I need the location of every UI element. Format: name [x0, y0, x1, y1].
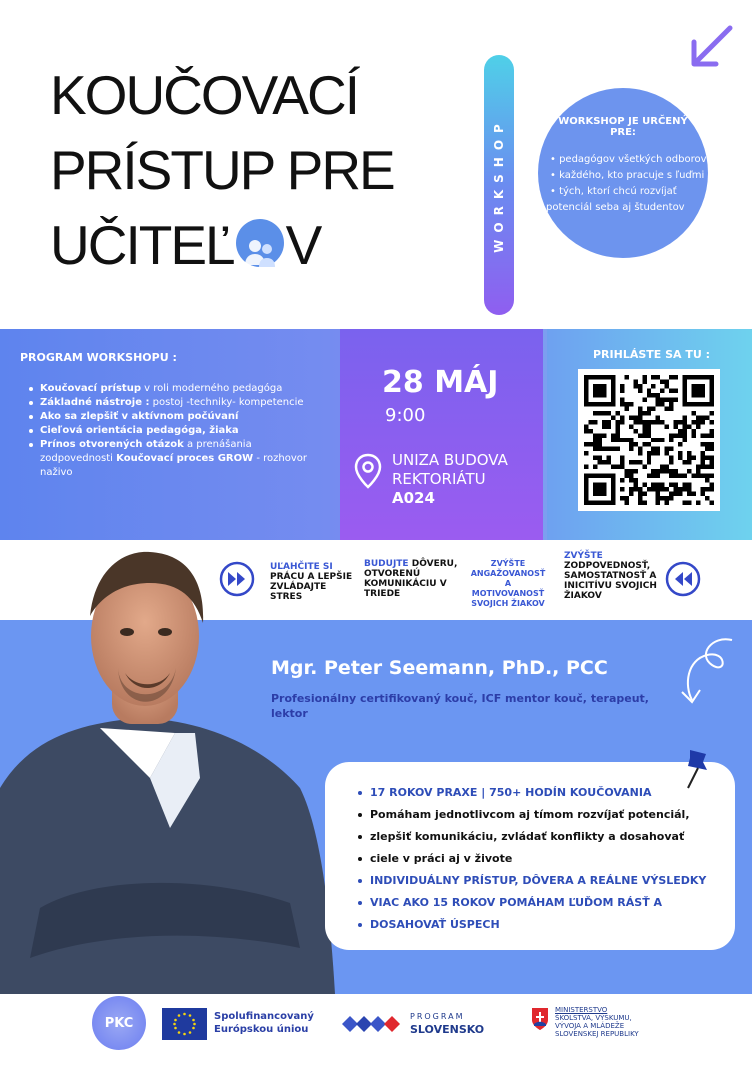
- title-line-2: PRÍSTUP PRE: [50, 139, 394, 201]
- highlight-item-cont: DOSAHOVAŤ ÚSPECH: [358, 914, 706, 936]
- arrow-down-left-icon: [686, 22, 736, 76]
- ministry-label: MINISTERSTVO ŠKOLSTVA, VÝSKUMU, VÝVOJA A MLÁDEŽE SLOVENSKEJ REPUBLIKY: [555, 1006, 639, 1038]
- register-title: PRIHLÁSTE SA TU :: [593, 348, 711, 361]
- speaker-photo: [0, 528, 340, 994]
- audience-circle: [538, 88, 708, 258]
- audience-item: • každého, kto pracuje s ľuďmi: [550, 170, 705, 181]
- event-details: [340, 329, 543, 540]
- speaker-role: Profesionálny certifikovaný kouč, ICF mentor kouč, terapeut, lektor: [271, 692, 649, 720]
- highlight-item: 17 ROKOV PRAXE | 750+ HODÍN KOUČOVANIA: [358, 782, 706, 804]
- program-item: Cieľová orientácia pedagóga, žiaka: [20, 424, 324, 438]
- slovensko-label: SLOVENSKO: [410, 1023, 485, 1036]
- program-item: Koučovací prístup v roli moderného pedagóga: [20, 382, 324, 396]
- swirl-arrow-icon: [672, 630, 744, 714]
- register-section: [547, 329, 752, 540]
- program-item: Prínos otvorených otázok a prenášania: [20, 438, 324, 452]
- audience-item: • pedagógov všetkých odborov: [550, 154, 707, 165]
- pushpin-icon: [676, 744, 716, 798]
- speaker-name: Mgr. Peter Seemann, PhD., PCC: [271, 657, 608, 679]
- highlight-item: Pomáham jednotlivcom aj tímom rozvíjať potenciál,: [358, 804, 706, 826]
- highlight-item-cont: zlepšiť komunikáciu, zvládať konflikty a dosahovať: [358, 826, 706, 848]
- highlight-item-cont: ciele v práci aj v živote: [358, 848, 706, 870]
- rewind-icon: [665, 561, 701, 601]
- teachers-icon: [236, 219, 284, 267]
- benefit-item: ZVÝŠTE ZODPOVEDNOSŤ, SAMOSTATNOSŤ A INICITÍVU SVOJICH ŽIAKOV: [564, 551, 657, 601]
- event-location: UNIZA BUDOVA REKTORIÁTU A024: [392, 451, 508, 507]
- highlight-item: VIAC AKO 15 ROKOV POMÁHAM ĽUĎOM RÁSŤ A: [358, 892, 706, 914]
- program-title: PROGRAM WORKSHOPU :: [20, 351, 177, 364]
- event-time: 9:00: [385, 405, 426, 426]
- highlight-item: INDIVIDUÁLNY PRÍSTUP, DÔVERA A REÁLNE VÝSLEDKY: [358, 870, 706, 892]
- program-item-cont: naživo: [40, 467, 73, 478]
- event-date: 28 MÁJ: [382, 365, 499, 400]
- benefit-item: ZVÝŠTE ANGAŽOVANOSŤ A MOTIVOVANOSŤ SVOJICH ŽIAKOV: [470, 559, 546, 608]
- program-item: Ako sa zlepšiť v aktívnom počúvaní: [20, 410, 324, 424]
- program-item-cont: zodpovednosti Koučovací proces GROW - rozhovor: [40, 453, 307, 464]
- qr-code[interactable]: [578, 369, 720, 511]
- audience-title: WORKSHOP JE URČENÝ PRE:: [558, 116, 688, 138]
- pkc-logo: PKC: [92, 996, 146, 1050]
- program-section: [0, 329, 340, 540]
- title-line-1: KOUČOVACÍ: [50, 64, 358, 126]
- workshop-label: WORKSHOP: [492, 117, 507, 253]
- eu-caption: Spolufinancovaný Európskou úniou: [214, 1011, 314, 1035]
- program-slovensko-icon: [338, 1006, 406, 1046]
- benefit-item: UĽAHČITE SI PRÁCU A LEPŠIE ZVLÁDAJTE STRES: [270, 562, 353, 602]
- benefit-item: BUDUJTE DÔVERU, OTVORENÚ KOMUNIKÁCIU V TRIEDE: [364, 559, 458, 599]
- program-item: Základné nástroje : postoj -techniky- kompetencie: [20, 396, 324, 410]
- eu-flag-icon: [162, 1008, 207, 1040]
- page-title: [50, 58, 394, 283]
- program-label: PROGRAM: [410, 1012, 465, 1021]
- title-line-3: UČITEĽ V: [50, 214, 321, 276]
- audience-item: • tých, ktorí chcú rozvíjať: [550, 186, 677, 197]
- highlights-card: [325, 762, 735, 950]
- location-pin-icon: [354, 453, 382, 493]
- audience-item: potenciál seba aj študentov: [546, 202, 685, 213]
- slovak-coat-of-arms-icon: [530, 1006, 550, 1036]
